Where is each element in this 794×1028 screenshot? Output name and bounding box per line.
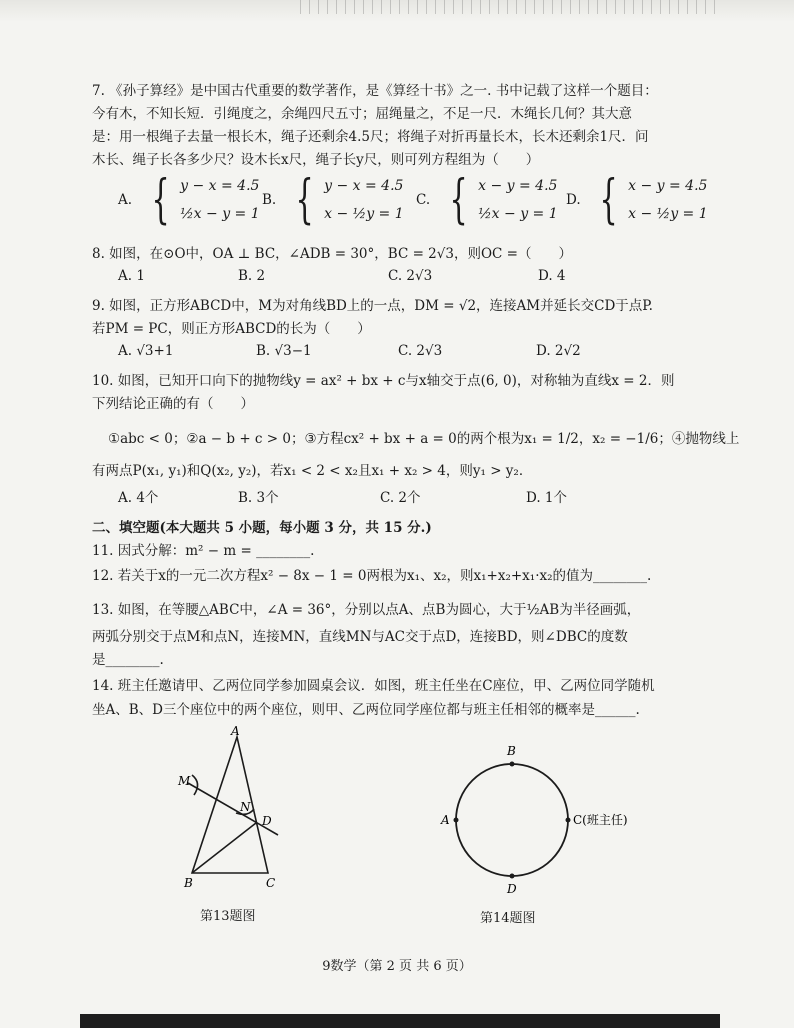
seat-a	[454, 818, 459, 823]
equation: x − y = 4.5	[628, 178, 708, 194]
label-c: C	[266, 876, 276, 890]
q9-options	[118, 343, 708, 359]
q10-option-d[interactable]: D. 1个	[526, 490, 568, 506]
section-heading: 二、填空题(本大题共 5 小题，每小题 3 分，共 15 分.)	[92, 520, 432, 536]
figure-13	[170, 725, 320, 895]
q12: 12. 若关于x的一元二次方程x² − 8x − 1 = 0两根为x₁、x₂，则x₁+x₂+x₁·x₂的值为________.	[92, 568, 652, 584]
q7-option-b[interactable]	[262, 170, 404, 230]
figure-13-caption: 第13题图	[200, 909, 256, 924]
equation: ½x − y = 1	[180, 206, 260, 222]
equation: ½x − y = 1	[478, 206, 558, 222]
q10-line-3: ①abc < 0；②a − b + c > 0；③方程cx² + bx + a = 0的两个根为x₁ = 1/2，x₂ = −1/6；④抛物线上	[108, 431, 740, 447]
label-b: B	[507, 744, 516, 758]
q7-line-1: 7. 《孙子算经》是中国古代重要的数学著作，是《算经十书》之一. 书中记载了这样一个题目：	[92, 83, 658, 99]
q9-option-c[interactable]: C. 2√3	[398, 343, 443, 359]
q13-line-1: 13. 如图，在等腰△ABC中，∠A = 36°，分别以点A、点B为圆心，大于½AB为半径画弧，	[92, 602, 641, 618]
q9-line-2: 若PM = PC，则正方形ABCD的长为（ ）	[92, 321, 371, 337]
equation: x − ½y = 1	[628, 206, 708, 222]
q7-line-4: 木长、绳子长各多少尺？设木长x尺，绳子长y尺，则可列方程组为（ ）	[92, 152, 540, 168]
q8-option-a[interactable]: A. 1	[118, 268, 145, 284]
q10-option-b[interactable]: B. 3个	[238, 490, 279, 506]
brace-icon: {	[151, 170, 170, 230]
page-footer: 9数学（第 2 页 共 6 页）	[322, 959, 472, 974]
q9-option-a[interactable]: A. √3+1	[118, 343, 174, 359]
figure-14-caption: 第14题图	[480, 911, 536, 926]
q10-line-1: 10. 如图，已知开口向下的抛物线y = ax² + bx + c与x轴交于点(6, 0)，对称轴为直线x = 2．则	[92, 373, 675, 389]
q7-option-d[interactable]	[566, 170, 708, 230]
seat-d	[510, 874, 515, 879]
scan-bottom-edge	[80, 1014, 720, 1028]
q8-option-d[interactable]: D. 4	[538, 268, 566, 284]
label-m: M	[178, 774, 191, 788]
q8-options	[118, 268, 708, 284]
q10-option-c[interactable]: C. 2个	[380, 490, 421, 506]
brace-icon: {	[599, 170, 618, 230]
brace-icon: {	[449, 170, 468, 230]
q7-option-c[interactable]	[416, 170, 558, 230]
q14-line-1: 14. 班主任邀请甲、乙两位同学参加圆桌会议．如图，班主任坐在C座位，甲、乙两位同学随机	[92, 678, 655, 694]
equation: y − x = 4.5	[324, 178, 404, 194]
seat-c	[566, 818, 571, 823]
option-label: B.	[262, 192, 277, 208]
label-d: D	[507, 882, 517, 896]
label-a: A	[231, 724, 240, 738]
equation: y − x = 4.5	[180, 178, 260, 194]
option-label: A.	[118, 192, 133, 208]
label-a: A	[441, 813, 450, 827]
q7-option-a[interactable]	[118, 170, 260, 230]
q9-line-1: 9. 如图，正方形ABCD中，M为对角线BD上的一点，DM = √2，连接AM并延长交CD于点P.	[92, 298, 653, 314]
triangle-abc	[192, 737, 268, 873]
figure-14	[440, 740, 670, 900]
q10-options	[118, 486, 708, 506]
q8-option-c[interactable]: C. 2√3	[388, 268, 433, 284]
q10-line-2: 下列结论正确的有（ ）	[92, 396, 254, 412]
q7-line-2: 今有木，不知长短．引绳度之，余绳四尺五寸；屈绳量之，不足一尺．木绳长几何？其大意	[92, 106, 632, 122]
scan-top-edge	[0, 0, 794, 22]
label-b: B	[184, 876, 193, 890]
scan-noise	[300, 0, 720, 14]
q10-option-a[interactable]: A. 4个	[118, 490, 159, 506]
label-d: D	[262, 814, 272, 828]
label-c: C(班主任)	[573, 813, 628, 827]
brace-icon: {	[295, 170, 314, 230]
q9-option-d[interactable]: D. 2√2	[536, 343, 581, 359]
label-n: N	[240, 800, 251, 814]
option-label: D.	[566, 192, 581, 208]
q8-stem: 8. 如图，在⊙O中，OA ⊥ BC，∠ADB = 30°，BC = 2√3，则OC =（ ）	[92, 246, 572, 262]
equation: x − y = 4.5	[478, 178, 558, 194]
q14-line-2: 坐A、B、D三个座位中的两个座位，则甲、乙两位同学座位都与班主任相邻的概率是______.	[92, 702, 640, 718]
option-label: C.	[416, 192, 431, 208]
segment-bd	[192, 823, 256, 873]
q8-option-b[interactable]: B. 2	[238, 268, 266, 284]
equation: x − ½y = 1	[324, 206, 404, 222]
q10-line-4: 有两点P(x₁, y₁)和Q(x₂, y₂)，若x₁ < 2 < x₂且x₁ + x₂ > 4，则y₁ > y₂．	[92, 463, 533, 479]
q7-line-3: 是：用一根绳子去量一根长木，绳子还剩余4.5尺；将绳子对折再量长木，长木还剩余1尺．问	[92, 129, 649, 145]
seat-b	[510, 762, 515, 767]
q13-line-2: 两弧分别交于点M和点N，连接MN，直线MN与AC交于点D，连接BD，则∠DBC的度数	[92, 629, 628, 645]
q11: 11. 因式分解：m² − m = ________.	[92, 543, 315, 559]
round-table	[456, 764, 568, 876]
q9-option-b[interactable]: B. √3−1	[256, 343, 312, 359]
q13-line-3: 是________.	[92, 652, 164, 668]
